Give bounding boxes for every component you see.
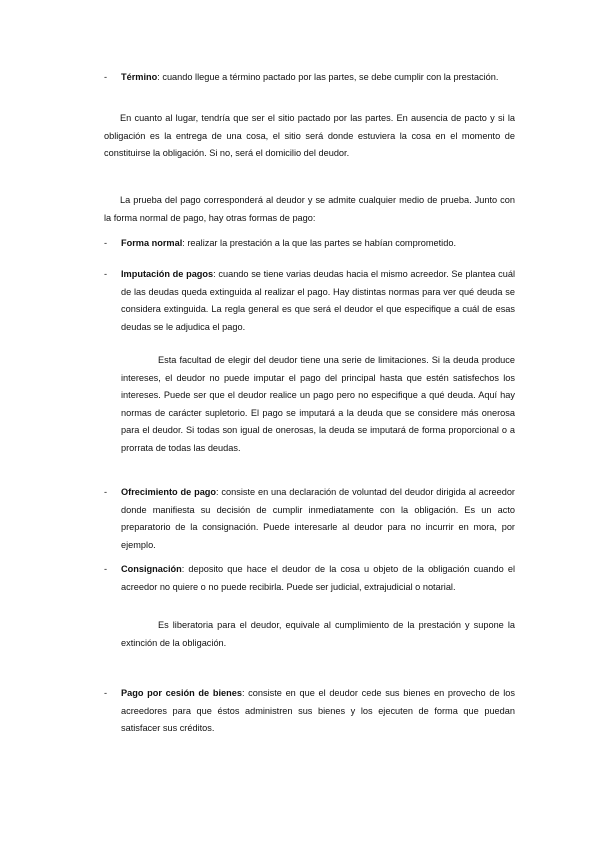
- list-item-consignacion: [121, 561, 515, 596]
- list-dash: -: [104, 72, 108, 82]
- paragraph-lugar: En cuanto al lugar, tendría que ser el sitio pactado por las partes. En ausencia de pacto y si la obligación es la entrega de una cosa, el sitio será donde estuviera la cosa en el momento de constituirse la obligación. Si no, será el domicilio del deudor.: [104, 113, 515, 158]
- text-imputacion: : cuando se tiene varias deudas hacia el mismo acreedor. Se plantea cuál de las deudas queda extinguida al realizar el pago. Hay distintas normas para ver qué deuda se considera extinguida. La regla general es que será el deudor el que especifique a cuál de esas deudas se le adjudica el pago.: [121, 269, 516, 332]
- paragraph-facultad: Esta facultad de elegir del deudor tiene una serie de limitaciones. Si la deuda produce intereses, el deudor no puede imputar el pago del principal hasta que estén satisfechos los intereses. Puede ser que el deudor realice un pago pero no especifique a qué deuda. Aquí hay normas de carácter supletorio. El pago se imputará a la deuda que se considere más onerosa para el deudor. Si todas son igual de onerosas, la deuda se imputará de forma proporcional o a prorrata de todas las deudas.: [121, 355, 515, 453]
- term-termino: Término: [121, 72, 158, 82]
- text-forma-normal: : realizar la prestación a la que las partes se habían comprometido.: [182, 238, 456, 248]
- paragraph-prueba: La prueba del pago corresponderá al deudor y se admite cualquier medio de prueba. Junto con la forma normal de pago, hay otras formas de pago:: [104, 195, 515, 223]
- list-item-forma-normal: [121, 235, 515, 253]
- list-dash: -: [104, 487, 108, 497]
- list-item-termino: [121, 69, 515, 87]
- term-imputacion: Imputación de pagos: [121, 269, 214, 279]
- list-dash: -: [104, 688, 108, 698]
- term-consignacion: Consignación: [121, 564, 182, 574]
- list-item-cesion: [121, 685, 515, 738]
- text-cesion: : consiste en que el deudor cede sus bienes en provecho de los acreedores para que éstos administren sus bienes y los ejecuten de forma que puedan satisfacer sus créditos.: [121, 688, 515, 733]
- list-dash: -: [104, 269, 108, 279]
- text-ofrecimiento: : consiste en una declaración de voluntad del deudor dirigida al acreedor donde manifiesta su decisión de cumplir inmediatamente con la obligación. Es un acto preparatorio de la consignación. Puede interesarle al deudor para no incurrir en mora, por ejemplo.: [121, 487, 515, 550]
- text-consignacion: : deposito que hace el deudor de la cosa u objeto de la obligación cuando el acreedor no quiere o no puede recibirla. Puede ser judicial, extrajudicial o notarial.: [121, 564, 515, 592]
- list-item-imputacion: [121, 266, 515, 336]
- term-cesion: Pago por cesión de bienes: [121, 688, 242, 698]
- text-termino: : cuando llegue a término pactado por las partes, se debe cumplir con la prestación.: [157, 72, 499, 82]
- list-dash: -: [104, 238, 108, 248]
- list-dash: -: [104, 564, 108, 574]
- paragraph-liberatoria: Es liberatoria para el deudor, equivale al cumplimiento de la prestación y supone la extinción de la obligación.: [121, 620, 515, 648]
- list-item-ofrecimiento: [121, 484, 515, 554]
- term-ofrecimiento: Ofrecimiento de pago: [121, 487, 217, 497]
- term-forma-normal: Forma normal: [121, 238, 183, 248]
